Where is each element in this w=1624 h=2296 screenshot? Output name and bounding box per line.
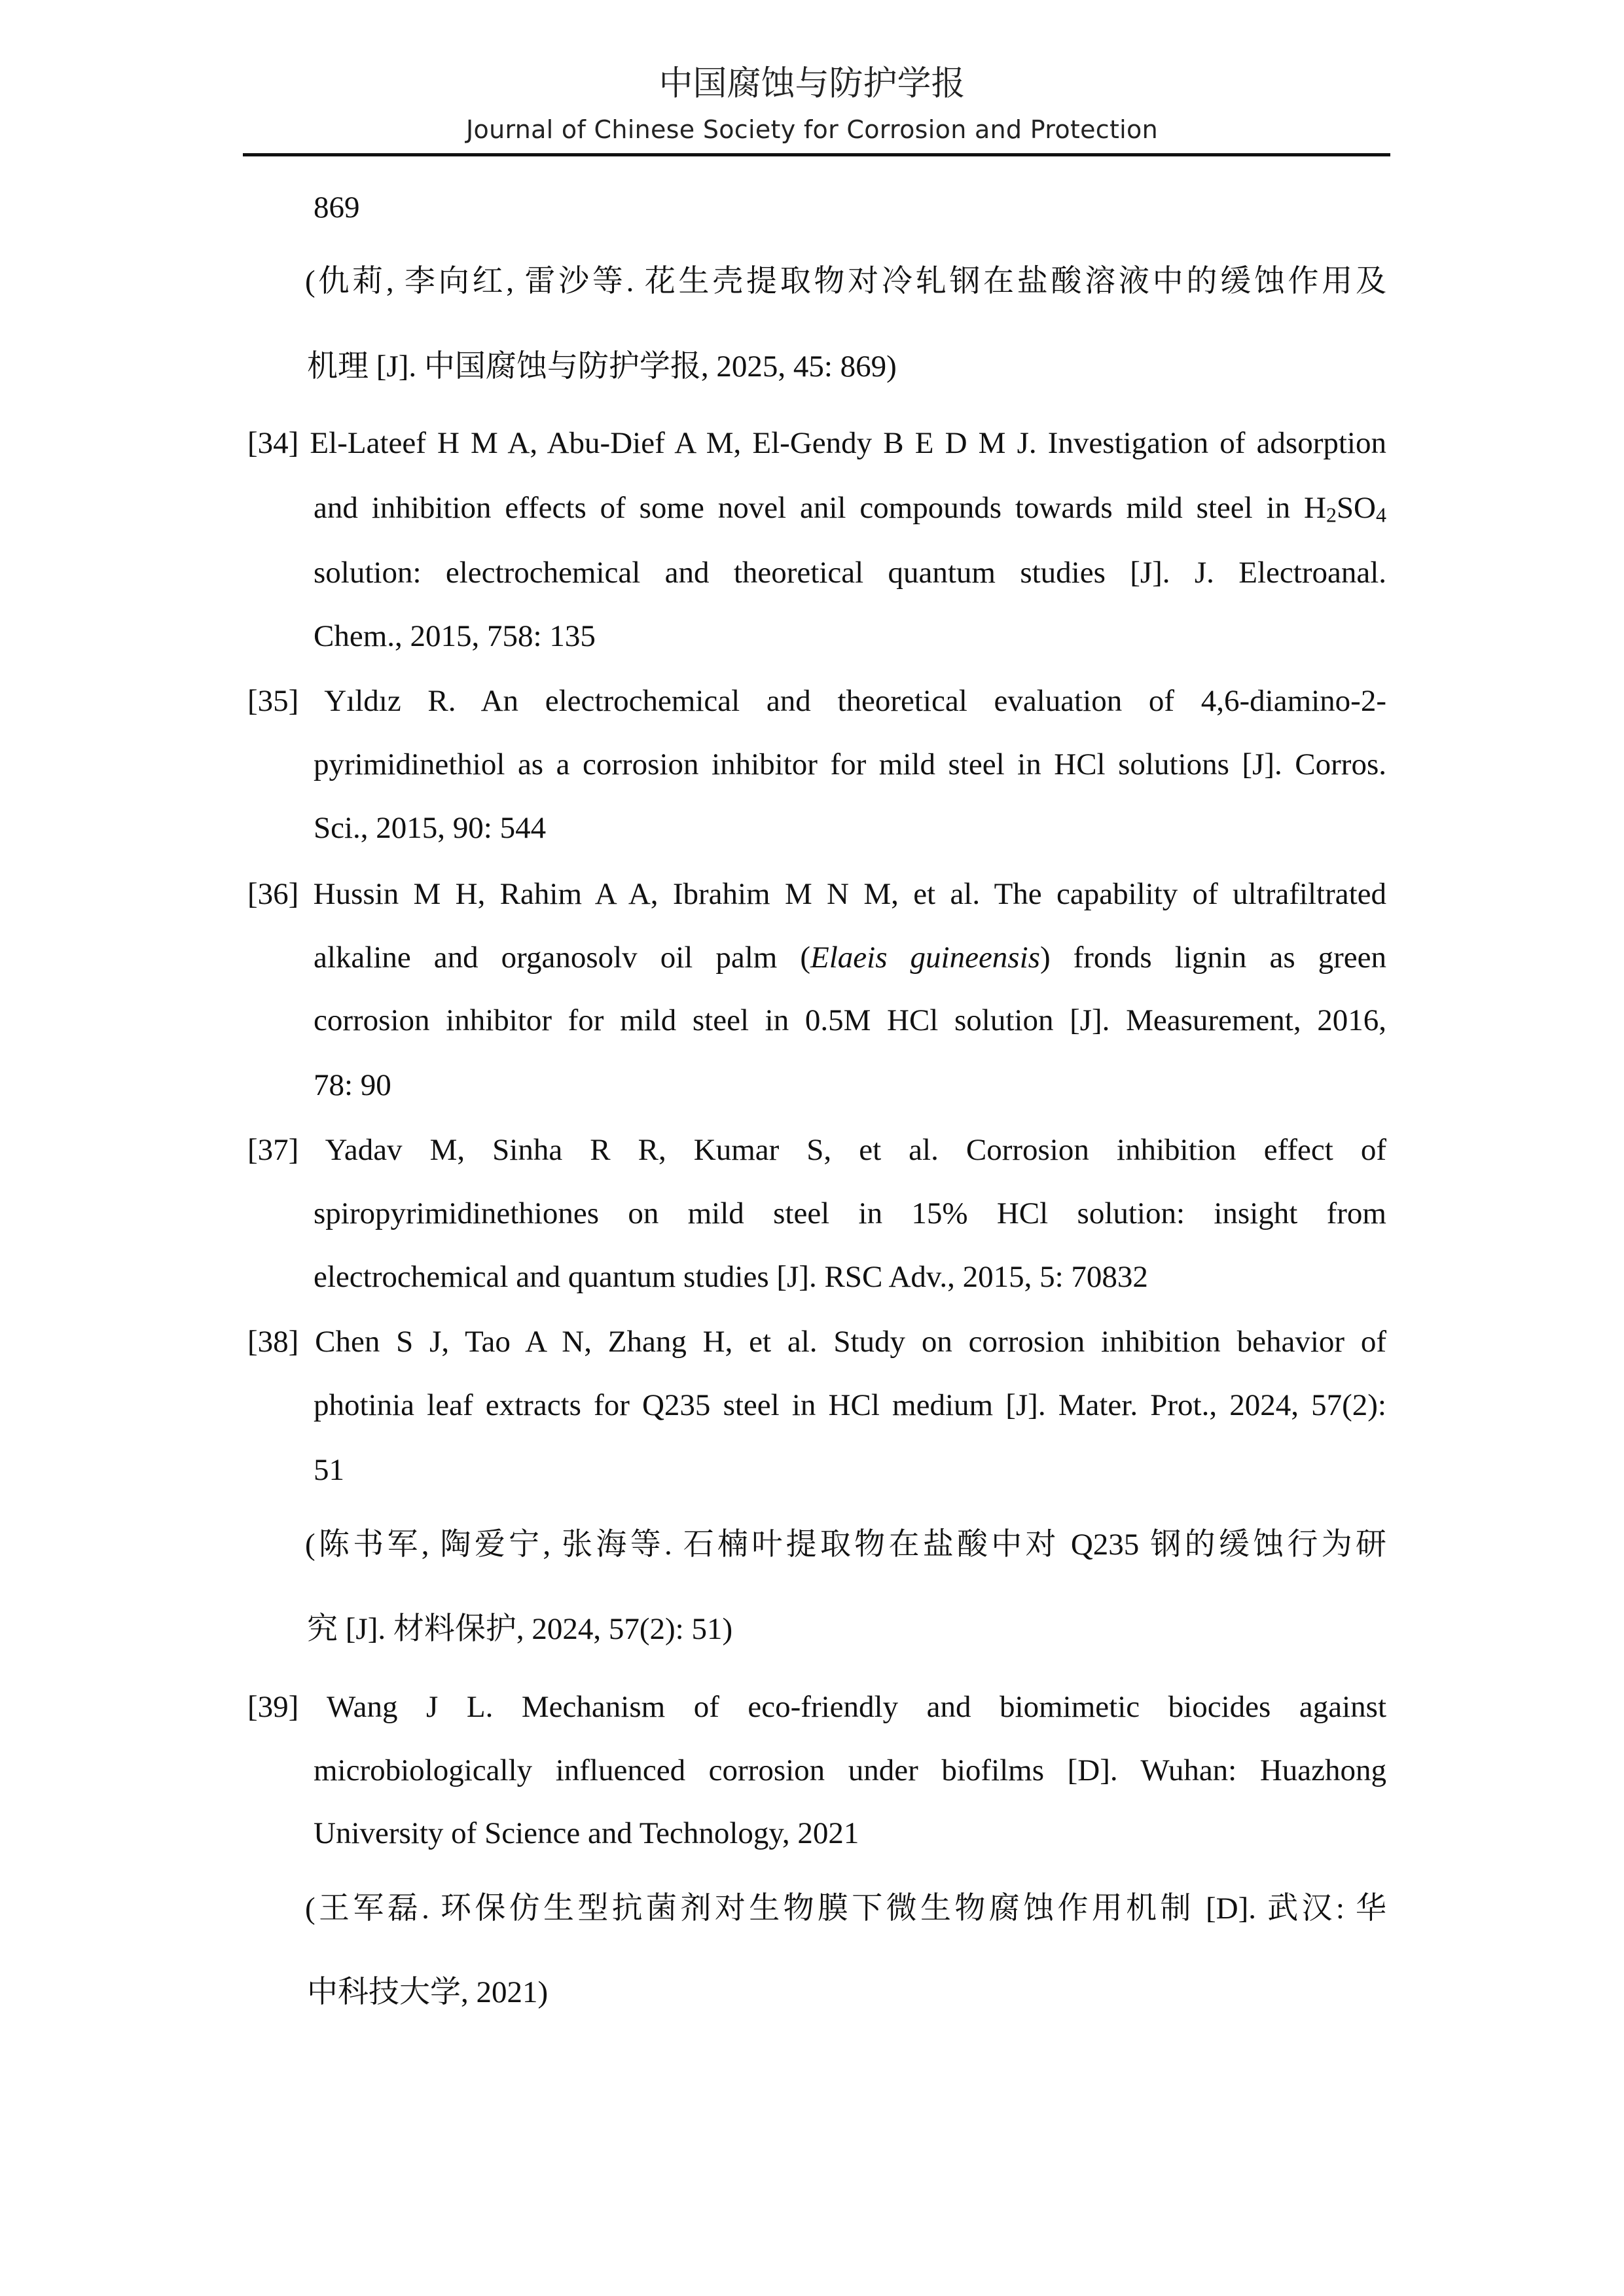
- text-segment: Sci., 2015, 90: 544: [314, 811, 547, 845]
- text-segment: (陈书军, 陶爱宁, 张海等. 石楠叶提取物在盐酸中对 Q235 钢的缓蚀行为研: [305, 1528, 1386, 1562]
- text-segment: electrochemical and quantum studies [J]. RSC Adv., 2015, 5: 70832: [314, 1260, 1148, 1294]
- text-segment: 869: [314, 190, 360, 224]
- reference-entry-line: [247, 1687, 1386, 1727]
- text-segment: University of Science and Technology, 2021: [314, 1816, 859, 1850]
- reference-continuation-line: [314, 1814, 1386, 1853]
- reference-entry-line: [247, 1130, 1386, 1170]
- reference-continuation-line: [314, 1194, 1386, 1233]
- text-segment: 78: 90: [314, 1068, 391, 1102]
- text-segment: [38] Chen S J, Tao A N, Zhang H, et al. Study on corrosion inhibition behavior of: [247, 1325, 1386, 1359]
- text-segment: pyrimidinethiol as a corrosion inhibitor for mild steel in HCl solutions [J]. Corros.: [314, 747, 1386, 781]
- text-segment: [34] El-Lateef H M A, Abu-Dief A M, El-Gendy B E D M J. Investigation of adsorption: [247, 426, 1386, 460]
- chinese-translation-line: [307, 347, 1386, 386]
- reference-continuation-line: [314, 1001, 1386, 1040]
- text-segment: 机理 [J]. 中国腐蚀与防护学报, 2025, 45: 869): [307, 350, 897, 384]
- text-segment: corrosion inhibitor for mild steel in 0.5M HCl solution [J]. Measurement, 2016,: [314, 1003, 1386, 1037]
- text-segment: (王军磊. 环保仿生型抗菌剂对生物膜下微生物腐蚀作用机制 [D]. 武汉: 华: [305, 1892, 1386, 1926]
- chinese-translation-line: [305, 1889, 1386, 1928]
- text-segment: 中科技大学, 2021): [307, 1975, 549, 2009]
- subscript: 2: [1326, 503, 1337, 527]
- reference-continuation-line: [314, 808, 1386, 848]
- reference-entry-line: [247, 423, 1386, 463]
- reference-continuation-line: [314, 188, 1386, 227]
- text-segment: solution: electrochemical and theoretical quantum studies [J]. J. Electroanal.: [314, 556, 1386, 590]
- text-segment: microbiologically influenced corrosion under biofilms [D]. Wuhan: Huazhong: [314, 1753, 1386, 1787]
- italic-species-name: Elaeis guineensis: [810, 941, 1040, 975]
- text-segment: spiropyrimidinethiones on mild steel in 15% HCl solution: insight from: [314, 1196, 1386, 1230]
- text-segment: [39] Wang J L. Mechanism of eco-friendly and biomimetic biocides against: [247, 1690, 1386, 1724]
- text-segment: [37] Yadav M, Sinha R R, Kumar S, et al. Corrosion inhibition effect of: [247, 1133, 1386, 1167]
- reference-continuation-line: [314, 553, 1386, 592]
- reference-continuation-line: [314, 1386, 1386, 1425]
- reference-continuation-line: [314, 617, 1386, 656]
- reference-continuation-line: [314, 1751, 1386, 1790]
- text-segment: ) fronds lignin as green: [1039, 941, 1387, 975]
- chinese-translation-line: [307, 1609, 1386, 1649]
- text-segment: 51: [314, 1453, 344, 1487]
- header-rule: [243, 153, 1390, 156]
- text-segment: photinia leaf extracts for Q235 steel in HCl medium [J]. Mater. Prot., 2024, 57(2):: [314, 1388, 1386, 1422]
- text-segment: (仇莉, 李向红, 雷沙等. 花生壳提取物对冷轧钢在盐酸溶液中的缓蚀作用及: [305, 264, 1386, 298]
- reference-continuation-line: [314, 745, 1386, 784]
- chinese-translation-line: [305, 262, 1386, 301]
- text-segment: alkaline and organosolv oil palm (: [314, 941, 811, 975]
- text-segment: [36] Hussin M H, Rahim A A, Ibrahim M N M, et al. The capability of ultrafiltrated: [247, 877, 1386, 911]
- reference-continuation-line: [314, 488, 1386, 528]
- chinese-translation-line: [305, 1525, 1386, 1564]
- text-segment: [35] Yıldız R. An electrochemical and theoretical evaluation of 4,6-diamino-2-: [247, 684, 1386, 718]
- journal-title-cn: 中国腐蚀与防护学报: [659, 64, 965, 103]
- journal-title-en: Journal of Chinese Society for Corrosion and Protection: [466, 115, 1158, 144]
- text-segment: SO: [1336, 491, 1377, 525]
- reference-entry-line: [247, 1322, 1386, 1361]
- reference-entry-line: [247, 681, 1386, 721]
- reference-entry-line: [247, 874, 1386, 914]
- chinese-translation-line: [307, 1973, 1386, 2012]
- reference-continuation-line: [314, 1066, 1386, 1105]
- text-segment: and inhibition effects of some novel anil compounds towards mild steel in H: [314, 491, 1326, 525]
- subscript: 4: [1376, 503, 1386, 527]
- text-segment: 究 [J]. 材料保护, 2024, 57(2): 51): [307, 1612, 733, 1646]
- reference-continuation-line: [314, 938, 1386, 977]
- reference-continuation-line: [314, 1257, 1386, 1297]
- text-segment: Chem., 2015, 758: 135: [314, 619, 596, 653]
- reference-continuation-line: [314, 1450, 1386, 1490]
